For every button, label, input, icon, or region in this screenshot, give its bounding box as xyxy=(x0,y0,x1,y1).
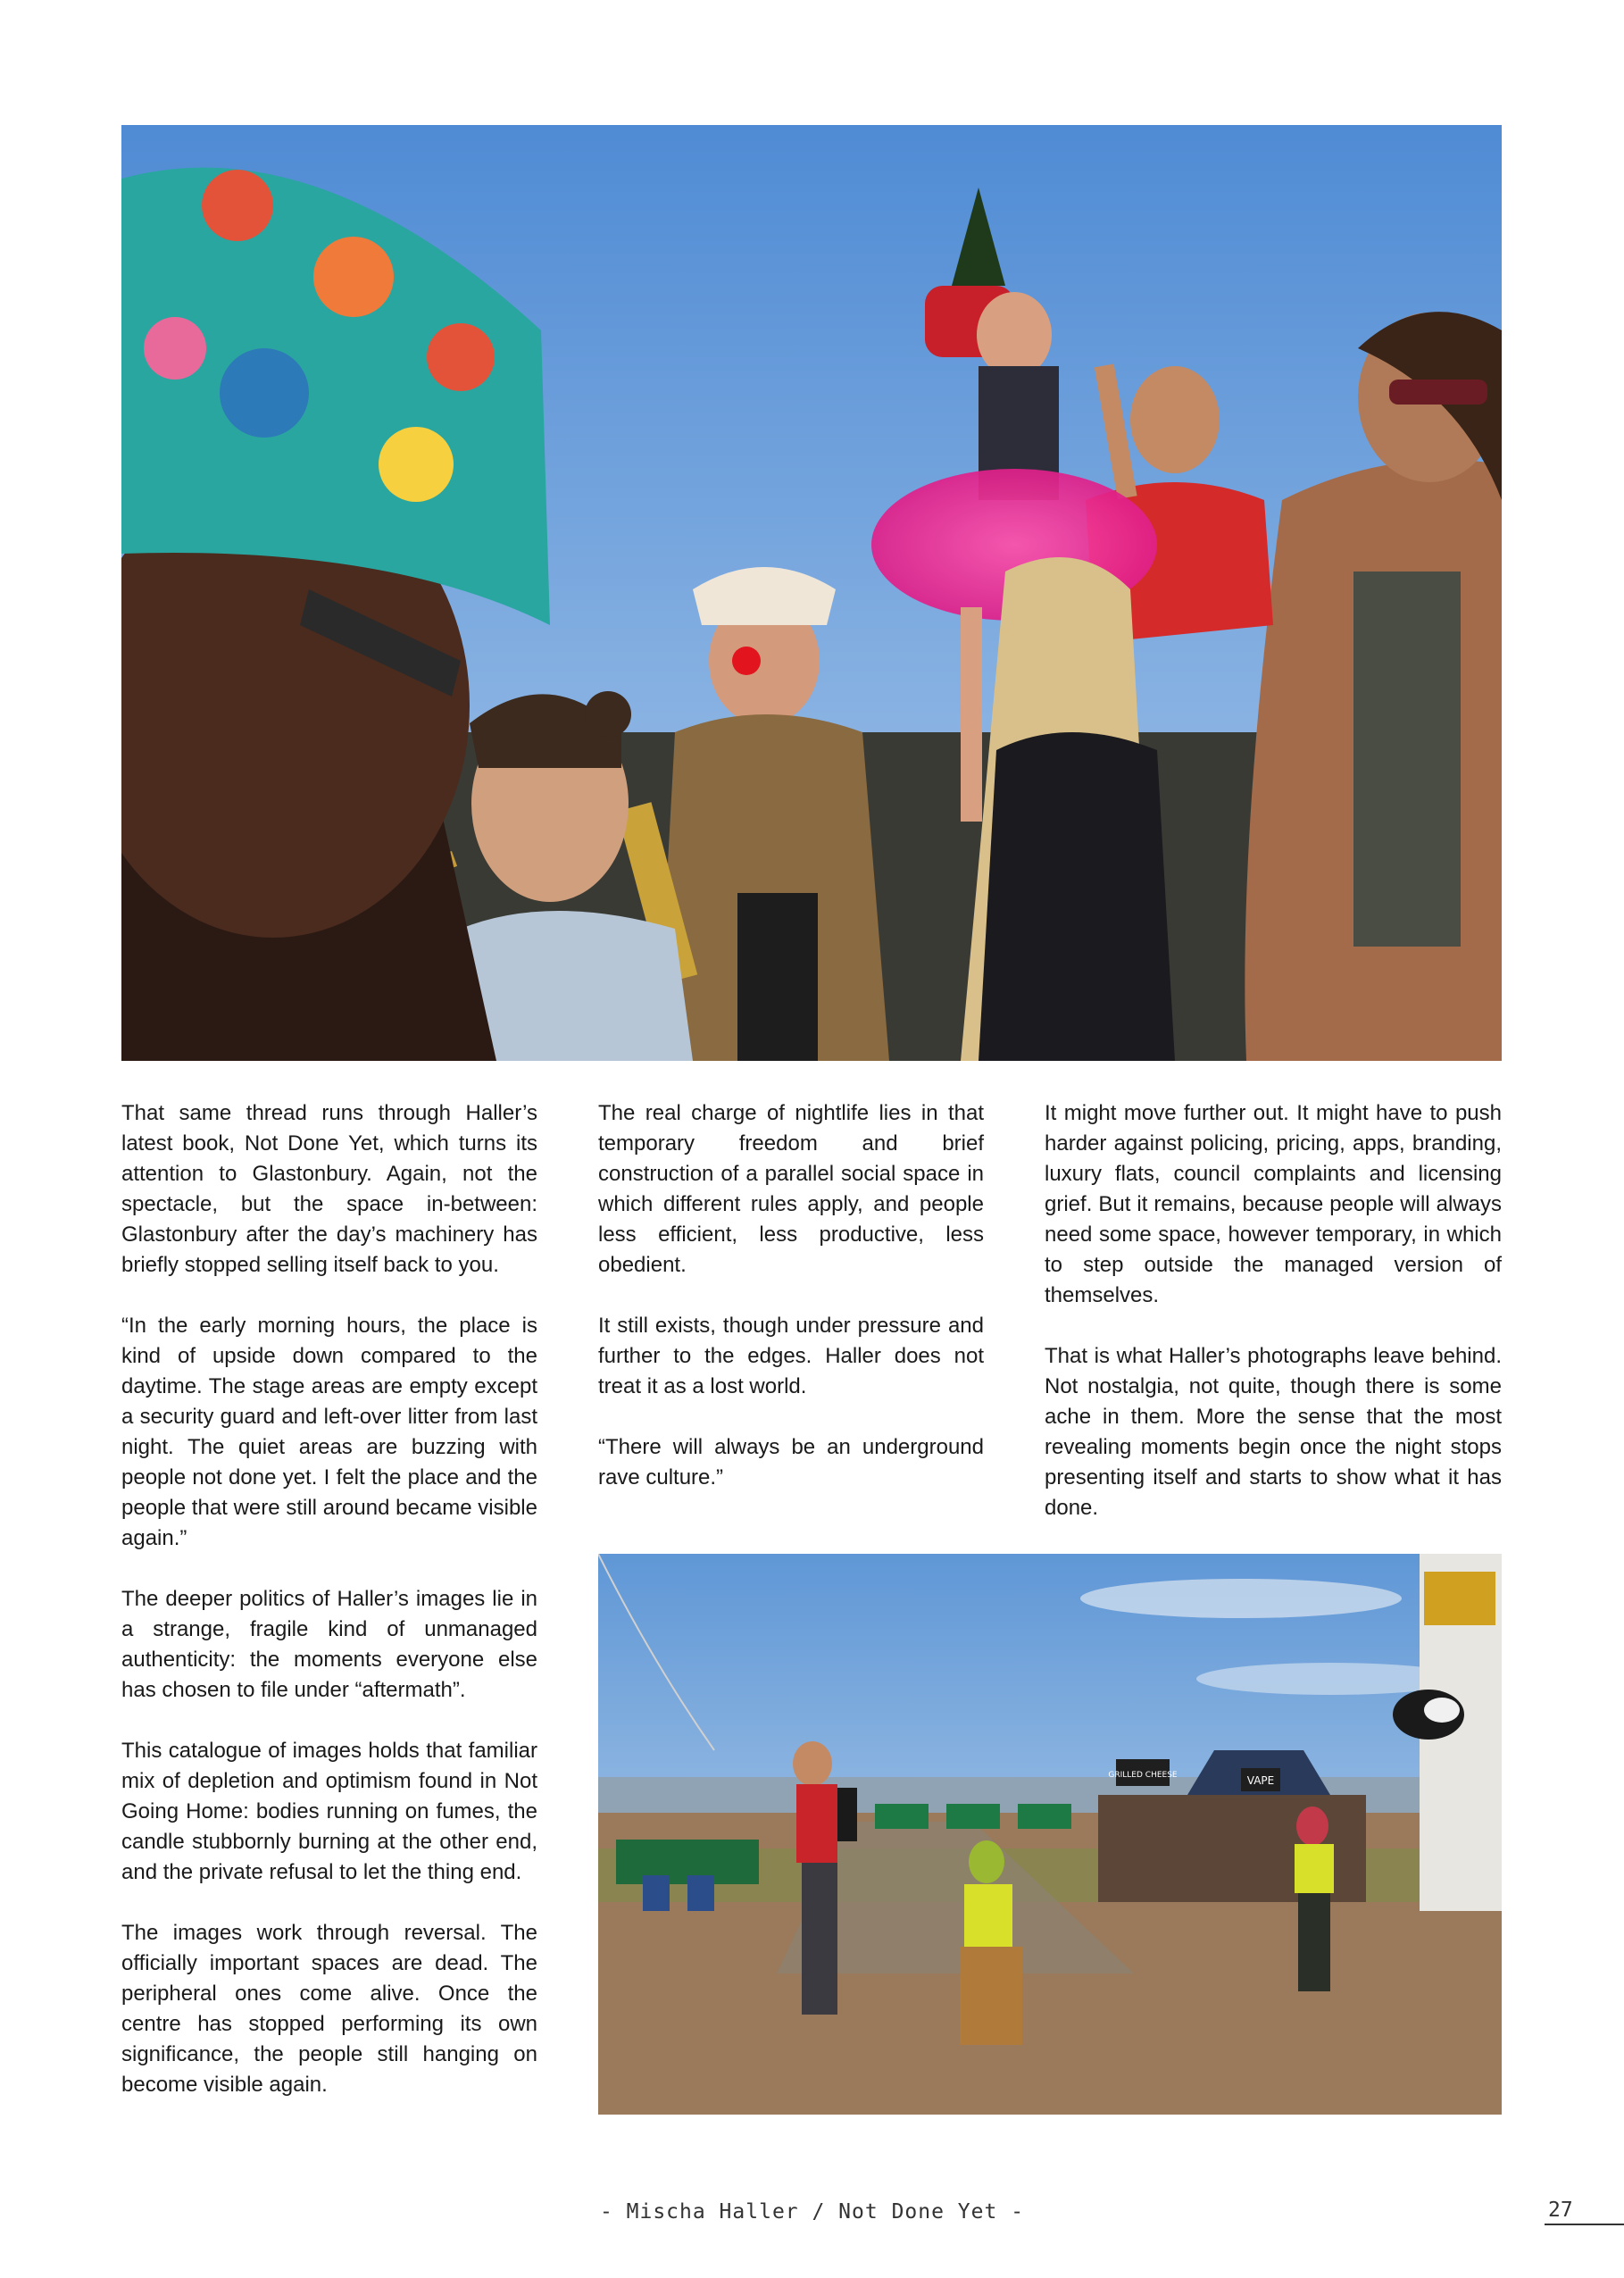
text-column-1 xyxy=(121,1098,537,2131)
text-column-2 xyxy=(598,1098,984,1523)
photo-festival-field xyxy=(598,1554,1502,2115)
paragraph: It still exists, though under pressure and further to the edges. Haller does not treat it as a lost world. xyxy=(598,1314,984,1398)
photo-festival-crowd-image xyxy=(121,125,1502,1061)
paragraph: The real charge of nightlife lies in that temporary freedom and brief construction of a parallel social space in which different rules apply, and people less efficient, less productive, less obedient. xyxy=(598,1101,984,1277)
sign-vape: VAPE xyxy=(1246,1774,1275,1787)
paragraph: The images work through reversal. The officially important spaces are dead. The peripheral ones come alive. Once the centre has stopped performing its own significance, the people still hanging on become visible again. xyxy=(121,1921,537,2097)
paragraph: That is what Haller’s photographs leave behind. Not nostalgia, not quite, though there is some ache in them. More the sense that the most revealing moments begin once the night stops presenting itself and starts to show what it has done. xyxy=(1045,1344,1502,1520)
sign-grilled-cheese: GRILLED CHEESE xyxy=(1108,1771,1178,1780)
paragraph: That same thread runs through Haller’s latest book, Not Done Yet, which turns its attention to Glastonbury. Again, not the spectacle, but the space in-between: Glastonbury after the day’s machinery has briefly stopped selling itself back to you. xyxy=(121,1101,537,1277)
page-number: 27 xyxy=(1548,2199,1573,2222)
photo-festival-crowd xyxy=(121,125,1502,1061)
text-column-3 xyxy=(1045,1098,1502,1581)
paragraph: This catalogue of images holds that familiar mix of depletion and optimism found in Not Going Home: bodies running on fumes, the candle stubbornly burning at the other end, and the private refusal to let the thing end. xyxy=(121,1739,537,1884)
running-footer: - Mischa Haller / Not Done Yet - xyxy=(599,2200,1025,2224)
page-number-rule xyxy=(1545,2224,1624,2225)
quote-paragraph: “In the early morning hours, the place is kind of upside down compared to the daytime. The stage areas are empty except a security guard and left-over litter from last night. The quiet areas are buzzing with people not done yet. I felt the place and the people that were still around became visible again.” xyxy=(121,1314,537,1550)
paragraph: It might move further out. It might have to push harder against policing, pricing, apps, branding, luxury flats, council complaints and licensing grief. But it remains, because people will always need some space, however temporary, in which to step outside the managed version of themselves. xyxy=(1045,1101,1502,1307)
photo-festival-field-image xyxy=(598,1554,1502,2115)
paragraph: The deeper politics of Haller’s images lie in a strange, fragile kind of unmanaged authenticity: the moments everyone else has chosen to file under “aftermath”. xyxy=(121,1587,537,1702)
quote-paragraph: “There will always be an underground rave culture.” xyxy=(598,1435,984,1489)
